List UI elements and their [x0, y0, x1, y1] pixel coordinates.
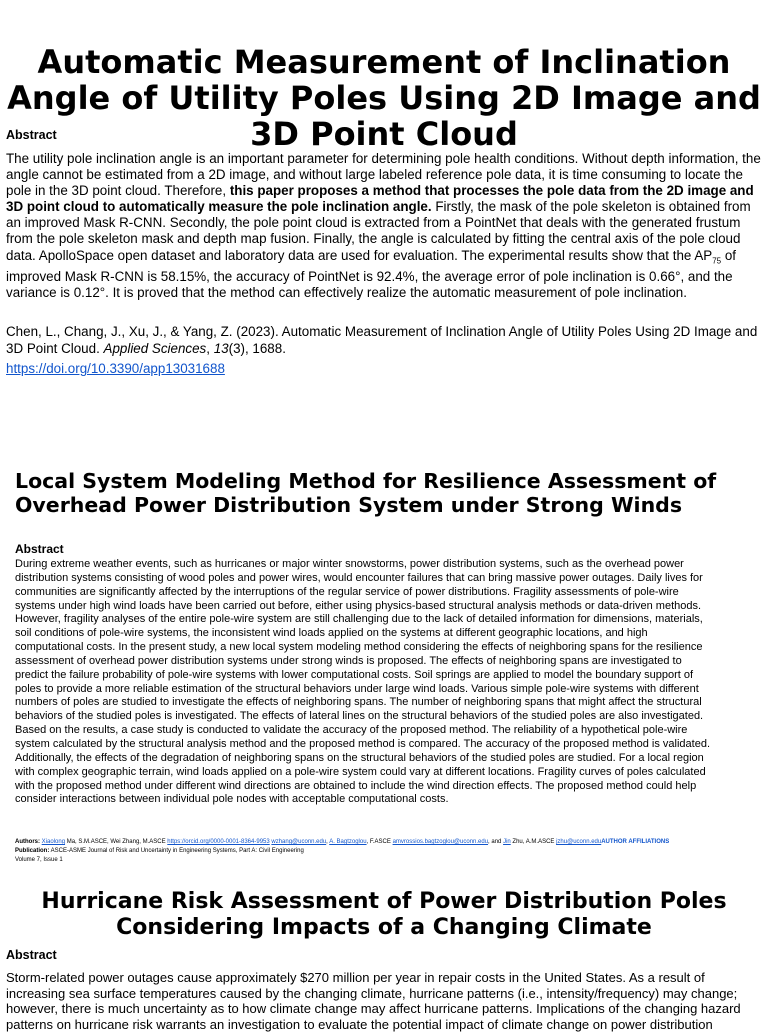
paper1-abstract-label: Abstract	[6, 128, 57, 142]
paper1-abstract	[6, 151, 764, 302]
paper2-publication-name: ASCE-ASME Journal of Risk and Uncertainty in Engineering Systems, Part A: Civil Engineering	[49, 848, 304, 854]
paper1-doi-link[interactable]: https://doi.org/10.3390/app13031688	[6, 361, 225, 376]
paper2-authors-line	[15, 838, 735, 847]
paper1-citation-journal: Applied Sciences	[103, 341, 207, 356]
paper2-author1-details: Ma, S.M.ASCE, Wei Zhang, M.ASCE	[65, 839, 168, 845]
paper2-author1-orcid-link[interactable]: https://orcid.org/0000-0001-8364-9953	[167, 839, 270, 845]
paper2-author-separator: ,	[326, 839, 330, 845]
paper2-publication-line	[15, 847, 735, 856]
paper2-author2-email-link[interactable]: amvrossios.bagtzoglou@uconn.edu	[392, 839, 489, 845]
paper3-abstract-label: Abstract	[6, 948, 57, 962]
paper2-author1-link[interactable]: Xiaolong	[41, 839, 66, 845]
paper2-volume: Volume 7, Issue 1	[15, 857, 63, 863]
paper1-citation-volume: 13	[213, 341, 229, 356]
paper2-title: Local System Modeling Method for Resilience Assessment of Overhead Power Distribution System under Strong Winds	[15, 469, 717, 517]
paper1-citation-issue: (3), 1688.	[228, 341, 286, 356]
paper1-abstract-subscript: 75	[712, 256, 722, 266]
paper1-title: Automatic Measurement of Inclination Angle of Utility Poles Using 2D Image and 3D Point Cloud	[7, 43, 761, 153]
paper2-metadata	[15, 838, 735, 865]
paper2-author2-link[interactable]: A. Bagtzoglou	[329, 839, 367, 845]
paper1-citation	[6, 323, 762, 357]
paper2-authors-label: Authors:	[15, 839, 40, 845]
paper2-abstract-label: Abstract	[15, 542, 64, 556]
paper2-author-affiliations-link[interactable]: AUTHOR AFFILIATIONS	[601, 839, 670, 845]
paper1-citation-authors: Chen, L., Chang, J., Xu, J., & Yang, Z. (2023). Automatic Measurement of Inclination Angle of Utility Poles Using 2D Image and 3D Point Cloud.	[6, 324, 758, 356]
paper2-author3-email-link[interactable]: jzhu@uconn.edu	[556, 839, 602, 845]
paper2-author3-details: Zhu, A.M.ASCE	[510, 839, 557, 845]
paper1-abstract-text: The utility pole inclination angle is an important parameter for determining pole health conditions. Without depth information, the angle cannot be estimated from a 2D image, and without large labeled reference pole data, it is time consuming to locate the pole in the 3D point cloud. Therefore,	[6, 151, 761, 199]
paper1-abstract-text: of improved Mask R-CNN is 58.15%, the accuracy of PointNet is 92.4%, the average error of pole inclination is 0.66°, and the variance is 0.12°. It is proved that the method can effectively realize the automatic measurement of pole inclination.	[6, 247, 736, 301]
paper1-citation-separator: ,	[206, 341, 214, 356]
paper3-title: Hurricane Risk Assessment of Power Distribution Poles Considering Impacts of a Changing Climate	[41, 889, 727, 940]
paper2-publication-label: Publication:	[15, 848, 50, 854]
paper2-author3-link[interactable]: Jin	[503, 839, 511, 845]
paper3-abstract: Storm-related power outages cause approximately $270 million per year in repair costs in the United States. As a result of increasing sea surface temperatures caused by the changing climate, hurricane patterns (i.e., intensity/frequency) may change; however, there is much uncertainty as to how climate change may affect hurricane patterns. Implications of the changing hazard patterns on hurricane risk warrants an investigation to evaluate the potential impact of climate change on power distribution	[6, 970, 741, 1033]
paper2-author1-email-link[interactable]: wzhang@uconn.edu	[271, 839, 327, 845]
paper2-abstract: During extreme weather events, such as hurricanes or major winter snowstorms, power distribution systems, such as the overhead power distribution systems consisting of wood poles and power wires, would encounter failures that can bring massive power outages. Daily lives for communities are significantly affected by the interruptions of the regular service of power distributions. Fragility assessments of pole-wire systems under high wind loads have been carried out before, either using physics-based structural analysis methods or data-driven methods. However, fragility analyses of the entire pole-wire system are still challenging due to the lack of detailed information for dimensions, materials, soil conditions of pole-wire systems, the inconsistent wind loads applied on the systems at different geographic locations, and high computational costs. In the present study, a new local system modeling method considering the effects of neighboring spans for the resilience assessment of overhead power distribution systems under strong winds is proposed. The effects of neighboring spans are investigated to predict the failure probability of pole-wire systems with lower computational costs. Soil springs are applied to model the boundary support of poles to provide a more reliable estimation of the structural behaviors under large wind loads. Various simple pole-wire systems with different numbers of poles are studied to investigate the effects of neighboring spans. The number of neighboring spans that might affect the structural behaviors of the studied poles is investigated. The effects of lateral lines on the structural behaviors of the studied poles are also investigated. Based on the results, a case study is conducted to validate the accuracy of the proposed method. The reliability of a hypothetical pole-wire system calculated by the structural analysis method and the proposed method is compared. The accuracy of the proposed method is validated. Additionally, the effects of the degradation of neighboring spans on the structural behaviors of the studied poles are studied. For a local region with complex geographic terrain, wind loads applied on a pole-wire system could vary at different locations. Fragility curves of poles calculated with the proposed method under different wind directions are obtained to include the wind direction effects. The proposed method could help consider interactions between individual pole nodes with acceptable computational costs.	[15, 558, 711, 806]
paper1-abstract-text: Firstly, the mask of the pole skeleton is obtained from an improved Mask R-CNN. Secondly, the pole point cloud is extracted from a PointNet that deals with the generated frustum from the pole skeleton mask and depth map fusion. Finally, the angle is calculated by fitting the central axis of the pole cloud data. ApolloSpace open dataset and laboratory data are used for evaluation. The experimental results show that the AP	[6, 199, 751, 263]
paper2-author-separator: , and	[488, 839, 504, 845]
paper2-author2-details: , F.ASCE	[366, 839, 393, 845]
paper1-abstract-emphasis: this paper proposes a method that processes the pole data from the 2D image and 3D point cloud to automatically measure the pole inclination angle.	[6, 183, 754, 215]
